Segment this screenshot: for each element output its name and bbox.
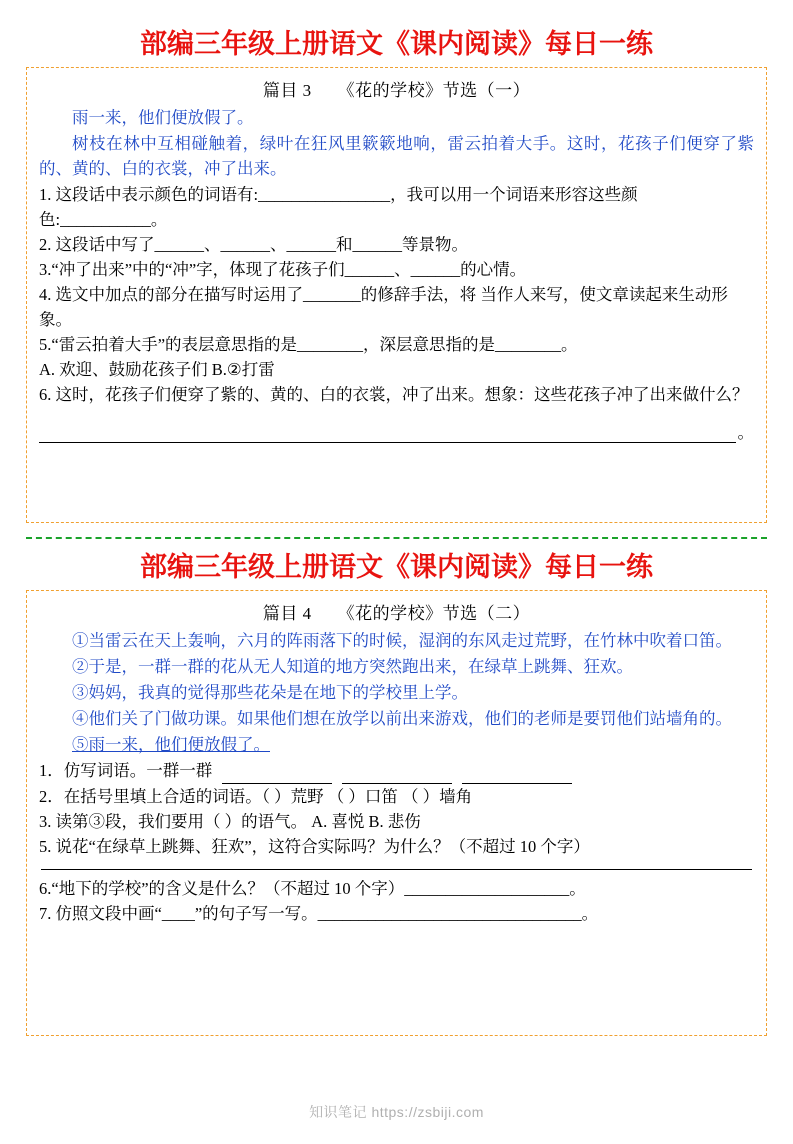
question-2-1 — [39, 758, 754, 784]
exercise-box-2 — [26, 590, 767, 1036]
piece-label-2: 篇目 4 — [262, 604, 312, 623]
piece-title-1: 《花的学校》节选（一） — [337, 81, 531, 100]
question-2-5: 5. 说花“在绿草上跳舞、狂欢”，这符合实际吗？为什么？（不超过 10 个字） — [39, 837, 590, 856]
question-1-5-options: A. 欢迎、鼓励花孩子们 B.②打雷 — [39, 360, 275, 379]
exercise-box-1 — [26, 67, 767, 523]
passage-2-line-3: ③妈妈，我真的觉得那些花朵是在地下的学校里上学。 — [72, 683, 468, 702]
passage-2-line-2: ②于是，一群一群的花从无人知道的地方突然跑出来，在绿草上跳舞、狂欢。 — [72, 657, 633, 676]
piece-label-1: 篇目 3 — [262, 81, 312, 100]
question-1-4: 4. 选文中加点的部分在描写时运用了_______的修辞手法，将 当作人来写，使文章读起来生动形象。 — [39, 285, 728, 329]
worksheet-page — [0, 22, 793, 1144]
question-2-3: 3. 读第③段，我们要用（ ）的语气。 A. 喜悦 B. 悲伤 — [39, 812, 421, 831]
passage-2-line-1: ①当雷云在天上轰响，六月的阵雨落下的时候，湿润的东风走过荒野，在竹林中吹着口笛。 — [72, 631, 732, 650]
question-1-5: 5.“雷云拍着大手”的表层意思指的是________，深层意思指的是________。 — [39, 335, 578, 354]
question-1-1: 1. 这段话中表示颜色的词语有:________________，我可以用一个词语来形容这些颜色:___________。 — [39, 185, 638, 229]
answer-tail-1: 。 — [737, 423, 754, 442]
section-divider — [26, 537, 767, 539]
passage-2-line-4: ④他们关了门做功课。如果他们想在放学以前出来游戏，他们的老师是要罚他们站墙角的。 — [72, 709, 732, 728]
page-title-2: 部编三年级上册语文《课内阅读》每日一练 — [140, 552, 653, 582]
answer-line-1[interactable] — [39, 419, 754, 443]
answer-rule-1[interactable] — [39, 428, 736, 443]
blank-2-1-c[interactable] — [462, 758, 572, 784]
passage-1-line-2: 树枝在林中互相碰触着，绿叶在狂风里簌簌地响，雷云拍着大手。这时，花孩子们便穿了紫的、黄的、白的衣裳，冲了出来。 — [39, 134, 754, 178]
watermark: 知识笔记 https://zsbiji.com — [309, 1104, 484, 1120]
question-2-6: 6.“地下的学校”的含义是什么？（不超过 10 个字）____________________。 — [39, 879, 586, 898]
question-1-6: 6. 这时，花孩子们便穿了紫的、黄的、白的衣裳，冲了出来。想象：这些花孩子冲了出来做什么？ — [39, 385, 749, 404]
question-1-3: 3.“冲了出来”中的“冲”字，体现了花孩子们______、______的心情。 — [39, 260, 527, 279]
question-2-7: 7. 仿照文段中画“____”的句子写一写。________________________________。 — [39, 904, 599, 923]
piece-header-1 — [39, 76, 754, 101]
answer-line-2[interactable] — [41, 869, 752, 870]
blank-2-1-a[interactable] — [222, 758, 332, 784]
question-1-2: 2. 这段话中写了______、______、______和______等景物。 — [39, 235, 468, 254]
passage-1-line-1: 雨一来，他们便放假了。 — [72, 108, 254, 127]
piece-title-2: 《花的学校》节选（二） — [337, 604, 531, 623]
question-2-1-text: 1．仿写词语。一群一群 — [39, 761, 213, 780]
question-2-2: 2．在括号里填上合适的词语。（ ）荒野 （ ）口笛 （ ）墙角 — [39, 787, 473, 806]
piece-header-2 — [39, 599, 754, 624]
page-title-1: 部编三年级上册语文《课内阅读》每日一练 — [140, 29, 653, 59]
blank-2-1-b[interactable] — [342, 758, 452, 784]
passage-2-line-5: ⑤雨一来，他们便放假了。 — [72, 735, 270, 754]
